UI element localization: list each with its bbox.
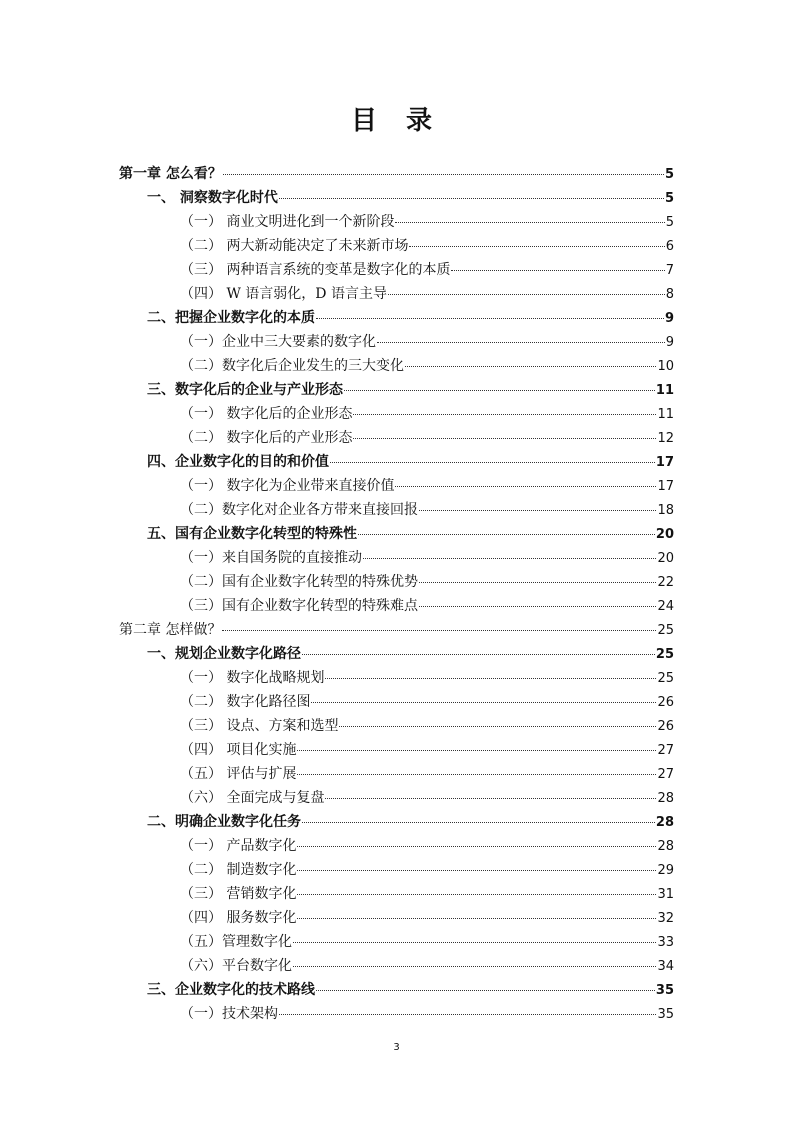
toc-entry-title: （二） 两大新动能决定了未来新市场 (180, 238, 409, 254)
dot-leader (395, 221, 664, 223)
dot-leader (222, 629, 656, 631)
dot-leader (311, 701, 656, 703)
toc-entry[interactable] (119, 498, 674, 522)
toc-entry-page: 28 (657, 791, 674, 806)
toc-entry[interactable] (119, 978, 674, 1002)
toc-entry-page: 27 (657, 743, 674, 758)
toc-entry-page: 32 (657, 911, 674, 926)
toc-entry[interactable] (119, 738, 674, 762)
toc-entry[interactable] (119, 474, 674, 498)
dot-leader (297, 773, 656, 775)
toc-entry-page: 35 (655, 983, 674, 998)
toc-entry[interactable] (119, 570, 674, 594)
dot-leader (302, 653, 655, 655)
toc-entry[interactable] (119, 954, 674, 978)
dot-leader (325, 797, 656, 799)
dot-leader (297, 893, 656, 895)
dot-leader (316, 989, 655, 991)
toc-entry[interactable] (119, 642, 674, 666)
dot-leader (339, 725, 656, 727)
toc-entry-page: 17 (655, 455, 674, 470)
toc-entry-title: 二、把握企业数字化的本质 (147, 310, 315, 326)
toc-entry-page: 29 (657, 863, 674, 878)
toc-entry-page: 24 (657, 599, 674, 614)
dot-leader (353, 437, 656, 439)
toc-entry-title: （三） 两种语言系统的变革是数字化的本质 (180, 262, 451, 278)
dot-leader (293, 941, 656, 943)
toc-entry[interactable] (119, 618, 674, 642)
toc-entry-title: （一）来自国务院的直接推动 (180, 550, 362, 566)
toc-entry-page: 7 (665, 263, 674, 278)
dot-leader (395, 485, 656, 487)
toc-entry-title: （一） 数字化为企业带来直接价值 (180, 478, 395, 494)
toc-entry-title: （二）数字化后企业发生的三大变化 (180, 358, 404, 374)
toc-entry-title: 一、 洞察数字化时代 (147, 190, 278, 206)
dot-leader (330, 461, 655, 463)
dot-leader (451, 269, 664, 271)
toc-entry[interactable] (119, 810, 674, 834)
table-of-contents (119, 162, 674, 1026)
toc-entry[interactable] (119, 306, 674, 330)
toc-entry-page: 35 (657, 1007, 674, 1022)
toc-entry[interactable] (119, 594, 674, 618)
page-number: 3 (393, 1042, 400, 1053)
toc-entry[interactable] (119, 930, 674, 954)
toc-entry[interactable] (119, 162, 674, 186)
toc-entry[interactable] (119, 786, 674, 810)
dot-leader (419, 509, 656, 511)
toc-entry-page: 25 (657, 671, 674, 686)
toc-entry-page: 25 (655, 647, 674, 662)
dot-leader (358, 533, 655, 535)
toc-entry-page: 20 (657, 551, 674, 566)
toc-entry-title: （一） 数字化后的企业形态 (180, 406, 353, 422)
toc-entry-title: （四） 服务数字化 (180, 910, 297, 926)
toc-entry-page: 9 (665, 335, 674, 350)
toc-entry[interactable] (119, 258, 674, 282)
toc-entry[interactable] (119, 522, 674, 546)
toc-entry-title: （一） 商业文明进化到一个新阶段 (180, 214, 395, 230)
dot-leader (297, 869, 656, 871)
toc-entry-page: 25 (657, 623, 674, 638)
toc-entry-title: （三）国有企业数字化转型的特殊难点 (180, 598, 418, 614)
toc-entry-title: （二） 数字化路径图 (180, 694, 311, 710)
toc-entry[interactable] (119, 330, 674, 354)
toc-entry-title: （二） 数字化后的产业形态 (180, 430, 353, 446)
toc-entry[interactable] (119, 546, 674, 570)
toc-entry[interactable] (119, 762, 674, 786)
toc-entry-page: 6 (665, 239, 674, 254)
toc-entry-page: 11 (655, 383, 674, 398)
toc-entry[interactable] (119, 714, 674, 738)
toc-entry[interactable] (119, 210, 674, 234)
toc-entry-title: （三） 营销数字化 (180, 886, 297, 902)
dot-leader (297, 845, 656, 847)
dot-leader (409, 245, 664, 247)
toc-entry-page: 9 (664, 311, 674, 326)
dot-leader (405, 365, 656, 367)
dot-leader (344, 389, 655, 391)
toc-entry-page: 33 (657, 935, 674, 950)
dot-leader (279, 197, 664, 199)
toc-entry[interactable] (119, 858, 674, 882)
toc-entry-title: （一） 产品数字化 (180, 838, 297, 854)
toc-entry-page: 10 (657, 359, 674, 374)
toc-entry-title: （一） 数字化战略规划 (180, 670, 325, 686)
toc-entry-title: 四、企业数字化的目的和价值 (147, 454, 329, 470)
toc-entry[interactable] (119, 402, 674, 426)
toc-entry-title: （一）技术架构 (180, 1006, 278, 1022)
toc-entry[interactable] (119, 666, 674, 690)
dot-leader (279, 1013, 656, 1015)
toc-entry-title: 二、明确企业数字化任务 (147, 814, 301, 830)
toc-entry-page: 8 (665, 287, 674, 302)
toc-entry-page: 12 (657, 431, 674, 446)
toc-entry-page: 34 (657, 959, 674, 974)
toc-entry-page: 18 (657, 503, 674, 518)
toc-entry[interactable] (119, 690, 674, 714)
toc-entry-title: （二） 制造数字化 (180, 862, 297, 878)
toc-entry-title: （五） 评估与扩展 (180, 766, 297, 782)
dot-leader (377, 341, 665, 343)
toc-entry-title: （五）管理数字化 (180, 934, 292, 950)
toc-entry-page: 26 (657, 695, 674, 710)
toc-entry-page: 28 (655, 815, 674, 830)
toc-entry-title: 五、国有企业数字化转型的特殊性 (147, 526, 357, 542)
dot-leader (388, 293, 665, 295)
dot-leader (316, 317, 664, 319)
dot-leader (297, 749, 656, 751)
dot-leader (297, 917, 656, 919)
toc-entry-page: 11 (657, 407, 674, 422)
toc-entry-title: （六）平台数字化 (180, 958, 292, 974)
toc-entry[interactable] (119, 282, 674, 306)
toc-entry-title: 一、规划企业数字化路径 (147, 646, 301, 662)
dot-leader (353, 413, 656, 415)
dot-leader (419, 605, 656, 607)
toc-entry-page: 20 (655, 527, 674, 542)
toc-entry[interactable] (119, 1002, 674, 1026)
toc-entry-title: 第一章 怎么看？ (119, 166, 222, 182)
toc-entry-page: 31 (657, 887, 674, 902)
toc-entry-page: 26 (657, 719, 674, 734)
toc-entry[interactable] (119, 450, 674, 474)
toc-entry-page: 22 (657, 575, 674, 590)
toc-entry-title: （四） W 语言弱化，D 语言主导 (180, 286, 387, 302)
toc-entry[interactable] (119, 426, 674, 450)
toc-entry-title: 第二章 怎样做？ (119, 622, 222, 638)
toc-entry-page: 5 (664, 167, 674, 182)
dot-leader (325, 677, 656, 679)
toc-entry-title: （二）国有企业数字化转型的特殊优势 (180, 574, 418, 590)
toc-entry-page: 27 (657, 767, 674, 782)
toc-entry-title: （六） 全面完成与复盘 (180, 790, 325, 806)
toc-entry[interactable] (119, 882, 674, 906)
dot-leader (302, 821, 655, 823)
toc-entry-title: 三、企业数字化的技术路线 (147, 982, 315, 998)
toc-entry-title: （一）企业中三大要素的数字化 (180, 334, 376, 350)
dot-leader (363, 557, 656, 559)
toc-entry[interactable] (119, 186, 674, 210)
toc-entry[interactable] (119, 234, 674, 258)
toc-entry-page: 5 (664, 191, 674, 206)
toc-entry[interactable] (119, 354, 674, 378)
dot-leader (293, 965, 656, 967)
toc-entry-page: 5 (665, 215, 674, 230)
dot-leader (419, 581, 656, 583)
page-title: 目 录 (350, 106, 443, 136)
dot-leader (223, 173, 664, 175)
toc-entry-page: 17 (657, 479, 674, 494)
toc-entry-title: 三、数字化后的企业与产业形态 (147, 382, 343, 398)
toc-entry-title: （三） 设点、方案和选型 (180, 718, 339, 734)
toc-entry[interactable] (119, 834, 674, 858)
toc-entry[interactable] (119, 378, 674, 402)
toc-entry-title: （二）数字化对企业各方带来直接回报 (180, 502, 418, 518)
toc-entry-page: 28 (657, 839, 674, 854)
toc-entry[interactable] (119, 906, 674, 930)
toc-entry-title: （四） 项目化实施 (180, 742, 297, 758)
